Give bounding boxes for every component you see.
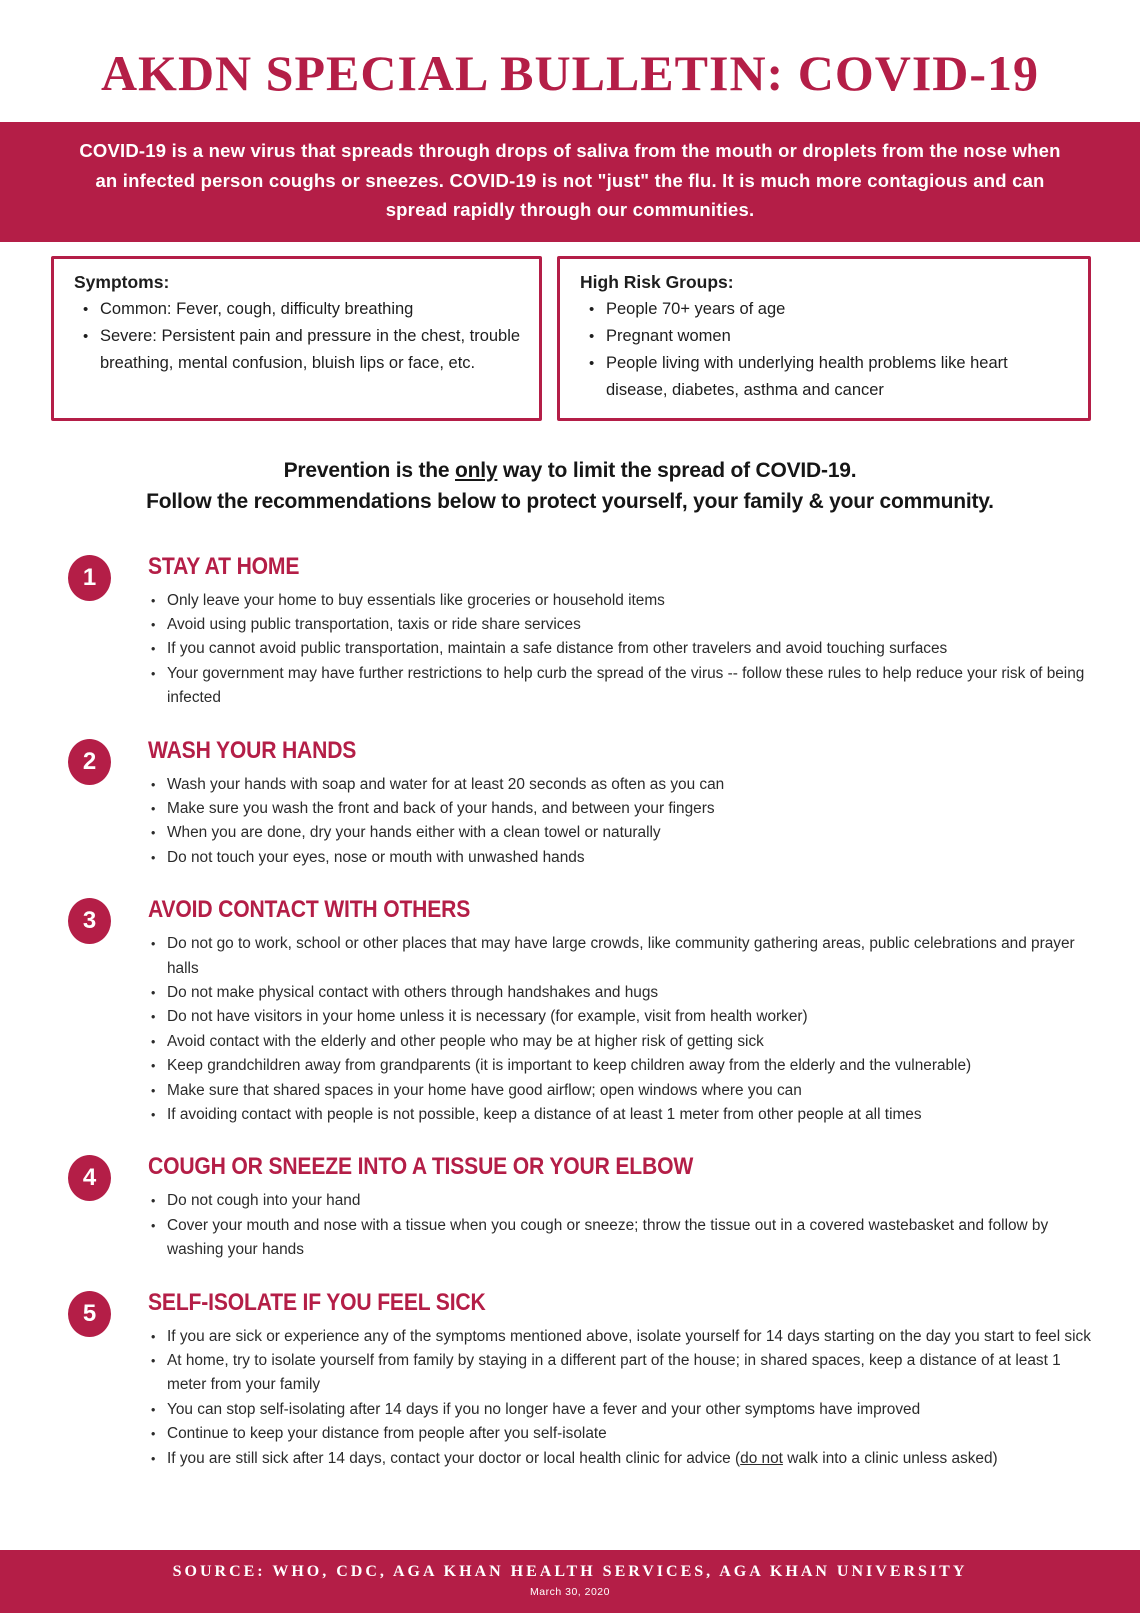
section-bullet-list	[148, 932, 1098, 1127]
section-stay-at-home	[0, 553, 1140, 711]
bullet-item: • You can stop self-isolating after 14 days if you no longer have a fever and your other symptoms have improved	[148, 1398, 1098, 1422]
bullet-item: • Make sure you wash the front and back of your hands, and between your fingers	[148, 797, 1098, 821]
prevention-line-1-post: way to limit the spread of COVID-19.	[497, 458, 857, 482]
section-heading: COUGH OR SNEEZE INTO A TISSUE OR YOUR ELBOW	[148, 1153, 694, 1181]
badge-column	[0, 553, 148, 711]
badge-column	[0, 737, 148, 871]
prevention-line-1-pre: Prevention is the	[283, 458, 456, 482]
bullet-item: • People living with underlying health problems like heart disease, diabetes, asthma and cancer	[606, 350, 1070, 404]
section-content	[148, 896, 1140, 1127]
section-number-badge: 2	[68, 739, 111, 785]
prevention-underlined-word: only	[455, 458, 498, 482]
bullet-item: • Pregnant women	[606, 323, 1070, 350]
bullet-item: • Avoid contact with the elderly and other people who may be at higher risk of getting sick	[148, 1030, 1098, 1054]
bullet-item: • Only leave your home to buy essentials like groceries or household items	[148, 589, 1098, 613]
section-heading: AVOID CONTACT WITH OTHERS	[148, 896, 471, 924]
bullet-item: • If you cannot avoid public transportation, maintain a safe distance from other travelers and avoid touching surfaces	[148, 637, 1098, 661]
section-bullet-list	[148, 589, 1098, 711]
section-bullet-list	[148, 1325, 1098, 1471]
section-content	[148, 737, 1140, 871]
high-risk-bullet-list	[580, 296, 1070, 404]
bullet-item: • Keep grandchildren away from grandparents (it is important to keep children away from the elderly and the vulnerable)	[148, 1054, 1098, 1078]
section-number-badge: 4	[68, 1155, 111, 1201]
section-content	[148, 553, 1140, 711]
bullet-item: • If you are still sick after 14 days, contact your doctor or local health clinic for advice (do not walk into a clinic unless asked)	[148, 1447, 1098, 1471]
section-avoid-contact	[0, 896, 1140, 1127]
symptoms-bullet-list	[74, 296, 521, 377]
section-heading: WASH YOUR HANDS	[148, 736, 357, 764]
bullet-item: • Do not make physical contact with others through handshakes and hugs	[148, 981, 1098, 1005]
section-number-badge: 3	[68, 898, 111, 944]
footer-source: SOURCE: WHO, CDC, AGA KHAN HEALTH SERVICES, AGA KHAN UNIVERSITY	[172, 1563, 968, 1580]
section-bullet-list	[148, 773, 1098, 871]
section-content	[148, 1153, 1140, 1262]
section-heading: SELF-ISOLATE IF YOU FEEL SICK	[148, 1288, 486, 1316]
symptoms-box	[51, 256, 542, 421]
bullet-item: • Wash your hands with soap and water for at least 20 seconds as often as you can	[148, 773, 1098, 797]
badge-column	[0, 1289, 148, 1471]
bullet-item: • Severe: Persistent pain and pressure in the chest, trouble breathing, mental confusion, bluish lips or face, etc.	[100, 323, 521, 377]
bullet-item: • Do not cough into your hand	[148, 1189, 1098, 1213]
bullet-item: • If you are sick or experience any of the symptoms mentioned above, isolate yourself for 14 days starting on the day you start to feel sick	[148, 1325, 1098, 1349]
symptoms-box-heading: Symptoms:	[74, 271, 170, 292]
high-risk-box	[557, 256, 1091, 421]
badge-column	[0, 896, 148, 1127]
footer-date: March 30, 2020	[530, 1586, 610, 1598]
footer	[0, 1550, 1140, 1613]
section-number-badge: 1	[68, 555, 111, 601]
bullet-item: • Do not touch your eyes, nose or mouth with unwashed hands	[148, 846, 1098, 870]
section-wash-your-hands	[0, 737, 1140, 871]
bullet-item: • Common: Fever, cough, difficulty breathing	[100, 296, 521, 323]
bullet-item: • People 70+ years of age	[606, 296, 1070, 323]
underlined-text: do not	[740, 1449, 783, 1467]
section-content	[148, 1289, 1140, 1471]
prevention-headline	[0, 455, 1140, 517]
section-bullet-list	[148, 1189, 1098, 1262]
bullet-item: • Continue to keep your distance from people after you self-isolate	[148, 1422, 1098, 1446]
section-cough-or-sneeze	[0, 1153, 1140, 1262]
intro-text: COVID-19 is a new virus that spreads through drops of saliva from the mouth or droplets from the nose when an infected person coughs or sneezes. COVID-19 is not "just" the flu. It is much more contagious and can spread rapidly through our communities.	[79, 140, 1061, 220]
page-title: AKDN SPECIAL BULLETIN: COVID-19	[100, 45, 1040, 101]
prevention-line-2: Follow the recommendations below to protect yourself, your family & your community.	[146, 489, 994, 513]
prevention-line-1	[0, 455, 1140, 486]
bullet-item: • Avoid using public transportation, taxis or ride share services	[148, 613, 1098, 637]
bullet-item: • Do not have visitors in your home unless it is necessary (for example, visit from health worker)	[148, 1005, 1098, 1029]
info-boxes-row	[51, 256, 1091, 421]
bullet-item: • Your government may have further restrictions to help curb the spread of the virus -- follow these rules to help reduce your risk of being infected	[148, 662, 1098, 711]
bullet-item: • When you are done, dry your hands either with a clean towel or naturally	[148, 821, 1098, 845]
bullet-item: • Make sure that shared spaces in your home have good airflow; open windows where you can	[148, 1079, 1098, 1103]
section-self-isolate	[0, 1289, 1140, 1471]
bullet-item: • Do not go to work, school or other places that may have large crowds, like community gathering areas, public celebrations and prayer halls	[148, 932, 1098, 981]
high-risk-box-heading: High Risk Groups:	[580, 271, 734, 292]
section-heading: STAY AT HOME	[148, 552, 300, 580]
bullet-item: • If avoiding contact with people is not possible, keep a distance of at least 1 meter from other people at all times	[148, 1103, 1098, 1127]
badge-column	[0, 1153, 148, 1262]
bullet-item: • At home, try to isolate yourself from family by staying in a different part of the house; in shared spaces, keep a distance of at least 1 meter from your family	[148, 1349, 1098, 1398]
bullet-item: • Cover your mouth and nose with a tissue when you cough or sneeze; throw the tissue out in a covered wastebasket and follow by washing your hands	[148, 1214, 1098, 1263]
section-number-badge: 5	[68, 1291, 111, 1337]
intro-banner	[0, 122, 1140, 242]
